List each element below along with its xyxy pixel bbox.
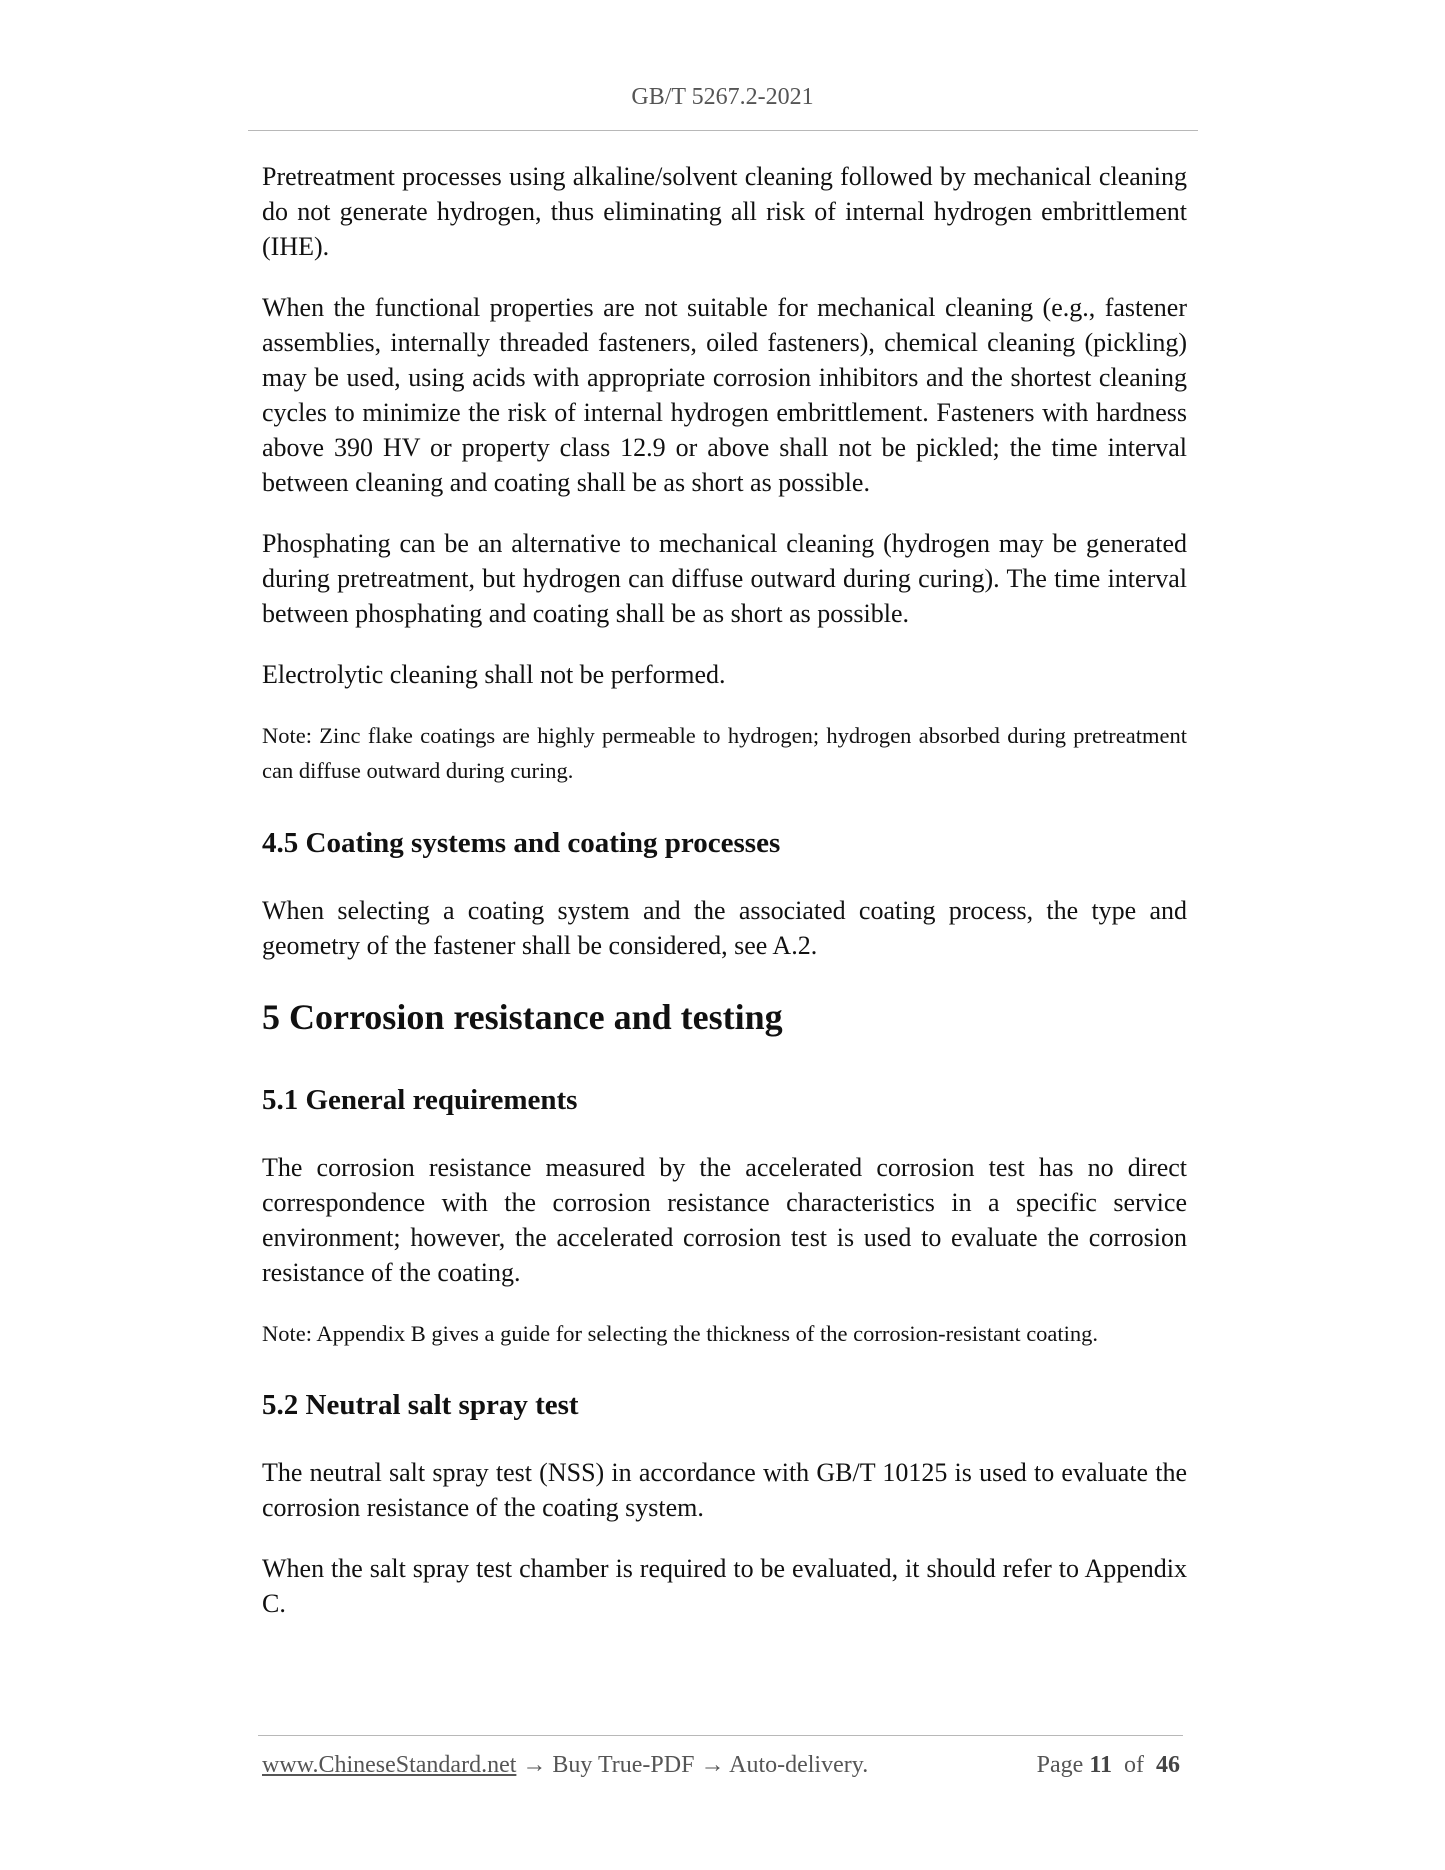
website-link[interactable]: www.ChineseStandard.net	[262, 1752, 517, 1778]
of-label: of	[1124, 1752, 1144, 1778]
paragraph-salt-spray-chamber: When the salt spray test chamber is required to be evaluated, it should refer to Appendix C.	[262, 1554, 1187, 1618]
document-body	[262, 159, 1187, 1647]
paragraph-electrolytic-cleaning: Electrolytic cleaning shall not be performed.	[262, 660, 726, 689]
footer-divider	[258, 1735, 1183, 1736]
total-pages: 46	[1156, 1752, 1180, 1778]
footer-tagline: → Buy True-PDF → Auto-delivery.	[516, 1752, 869, 1778]
paragraph-corrosion-resistance: The corrosion resistance measured by the accelerated corrosion test has no direct correspondence with the corrosion resistance characteristics in a specific service environment; however, the accelerated corrosion test is used to evaluate the corrosion resistance of the coating.	[262, 1153, 1187, 1287]
page-indicator	[1037, 1752, 1180, 1779]
page-footer	[262, 1752, 1180, 1779]
paragraph-phosphating: Phosphating can be an alternative to mechanical cleaning (hydrogen may be generated during pretreatment, but hydrogen can diffuse outward during curing). The time interval between phosphating and coating shall be as short as possible.	[262, 529, 1187, 628]
page-number: 11	[1089, 1752, 1112, 1778]
header-divider	[248, 130, 1198, 131]
paragraph-pretreatment: Pretreatment processes using alkaline/solvent cleaning followed by mechanical cleaning do not generate hydrogen, thus eliminating all risk of internal hydrogen embrittlement (IHE).	[262, 162, 1187, 261]
note-appendix-b: Note: Appendix B gives a guide for selecting the thickness of the corrosion-resistant coating.	[262, 1321, 1099, 1346]
section-heading-4-5: 4.5 Coating systems and coating processes	[262, 827, 781, 859]
page-label: Page	[1036, 1752, 1084, 1778]
note-zinc-flake: Note: Zinc flake coatings are highly permeable to hydrogen; hydrogen absorbed during pretreatment can diffuse outward during curing.	[262, 723, 1187, 783]
section-heading-5-2: 5.2 Neutral salt spray test	[262, 1389, 579, 1421]
footer-left	[262, 1752, 868, 1779]
paragraph-coating-selection: When selecting a coating system and the associated coating process, the type and geometry of the fastener shall be considered, see A.2.	[262, 896, 1187, 960]
section-heading-5: 5 Corrosion resistance and testing	[262, 997, 783, 1037]
paragraph-chemical-cleaning: When the functional properties are not suitable for mechanical cleaning (e.g., fastener assemblies, internally threaded fasteners, oiled fasteners), chemical cleaning (pickling) may be used, using acids with appropriate corrosion inhibitors and the shortest cleaning cycles to minimize the risk of internal hydrogen embrittlement. Fasteners with hardness above 390 HV or property class 12.9 or above shall not be pickled; the time interval between cleaning and coating shall be as short as possible.	[262, 293, 1187, 497]
section-heading-5-1: 5.1 General requirements	[262, 1084, 578, 1116]
paragraph-nss-test: The neutral salt spray test (NSS) in accordance with GB/T 10125 is used to evaluate the corrosion resistance of the coating system.	[262, 1458, 1187, 1522]
page-header: GB/T 5267.2-2021	[631, 84, 814, 110]
